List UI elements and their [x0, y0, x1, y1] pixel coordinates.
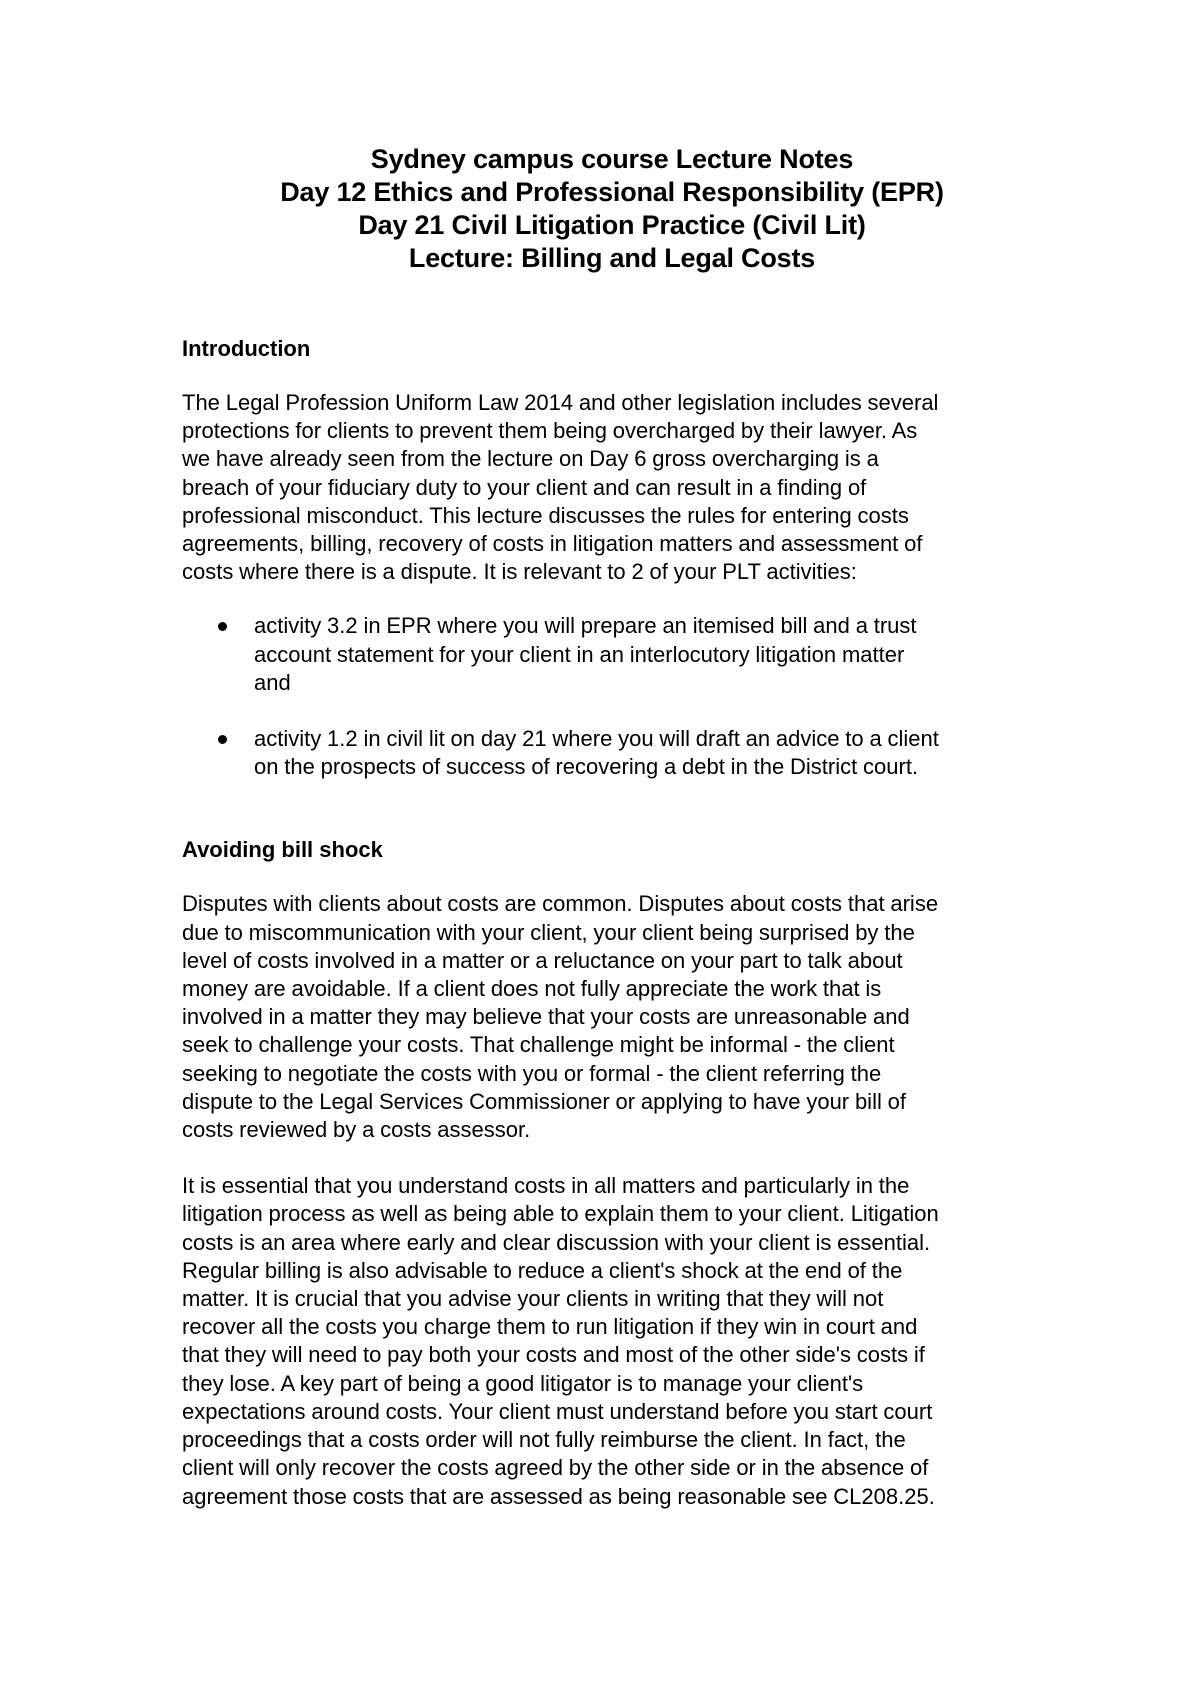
text-line: seeking to negotiate the costs with you or formal - the client referring the [182, 1060, 882, 1086]
title-line: Sydney campus course Lecture Notes [370, 144, 854, 174]
text-line: money are avoidable. If a client does not fully appreciate the work that is [182, 976, 882, 1002]
text-line: involved in a matter they may believe that your costs are unreasonable and [182, 1004, 910, 1030]
text-line: The Legal Profession Uniform Law 2014 and other legislation includes several [182, 390, 939, 415]
text-line: we have already seen from the lecture on Day 6 gross overcharging is a [182, 446, 879, 472]
bullet-icon [218, 735, 227, 744]
list-item [182, 725, 1042, 781]
text-line: on the prospects of success of recovering a debt in the District court. [254, 754, 919, 780]
list-item [182, 612, 1042, 697]
text-line: that they will need to pay both your costs and most of the other side's costs if [182, 1342, 925, 1368]
text-line: activity 3.2 in EPR where you will prepare an itemised bill and a trust [254, 613, 917, 639]
bullet-icon [218, 622, 227, 631]
document-title [182, 143, 1042, 275]
title-line: Day 12 Ethics and Professional Responsibility (EPR) [280, 177, 944, 207]
text-line: costs where there is a dispute. It is relevant to 2 of your PLT activities: [182, 559, 857, 585]
document-content [182, 0, 1042, 1511]
text-line: Disputes with clients about costs are common. Disputes about costs that arise [182, 891, 939, 917]
bill-shock-paragraph-1 [182, 890, 1042, 1144]
text-line: breach of your fiduciary duty to your client and can result in a finding of [182, 474, 867, 500]
text-line: expectations around costs. Your client must understand before you start court [182, 1398, 933, 1424]
bill-shock-paragraph-2 [182, 1172, 1042, 1510]
text-line: Regular billing is also advisable to reduce a client's shock at the end of the [182, 1257, 903, 1283]
text-line: level of costs involved in a matter or a reluctance on your part to talk about [182, 947, 903, 973]
text-line: costs reviewed by a costs assessor. [182, 1117, 531, 1143]
text-line: client will only recover the costs agreed by the other side or in the absence of [182, 1455, 929, 1481]
avoiding-bill-shock-heading: Avoiding bill shock [182, 837, 383, 863]
text-line: due to miscommunication with your client, your client being surprised by the [182, 919, 915, 945]
title-line: Day 21 Civil Litigation Practice (Civil Lit) [358, 210, 866, 240]
text-line: agreements, billing, recovery of costs in litigation matters and assessment of [182, 531, 923, 557]
text-line: agreement those costs that are assessed as being reasonable see CL208.25. [182, 1483, 935, 1509]
text-line: they lose. A key part of being a good litigator is to manage your client's [182, 1370, 864, 1396]
text-line: professional misconduct. This lecture discusses the rules for entering costs [182, 502, 909, 528]
text-line: matter. It is crucial that you advise your clients in writing that they will not [182, 1286, 884, 1312]
introduction-paragraph [182, 389, 1042, 586]
text-line: litigation process as well as being able to explain them to your client. Litigation [182, 1201, 939, 1227]
text-line: activity 1.2 in civil lit on day 21 where you will draft an advice to a client [254, 726, 939, 752]
text-line: and [254, 669, 291, 695]
text-line: It is essential that you understand costs in all matters and particularly in the [182, 1173, 910, 1199]
activities-list [182, 612, 1042, 781]
text-line: seek to challenge your costs. That challenge might be informal - the client [182, 1032, 895, 1058]
text-line: account statement for your client in an interlocutory litigation matter [254, 641, 905, 667]
introduction-heading: Introduction [182, 336, 311, 361]
text-line: proceedings that a costs order will not fully reimburse the client. In fact, the [182, 1427, 906, 1453]
text-line: costs is an area where early and clear discussion with your client is essential. [182, 1229, 931, 1255]
title-line: Lecture: Billing and Legal Costs [408, 243, 816, 273]
text-line: dispute to the Legal Services Commissioner or applying to have your bill of [182, 1088, 907, 1114]
text-line: protections for clients to prevent them being overcharged by their lawyer. As [182, 418, 918, 444]
text-line: recover all the costs you charge them to run litigation if they win in court and [182, 1314, 918, 1340]
